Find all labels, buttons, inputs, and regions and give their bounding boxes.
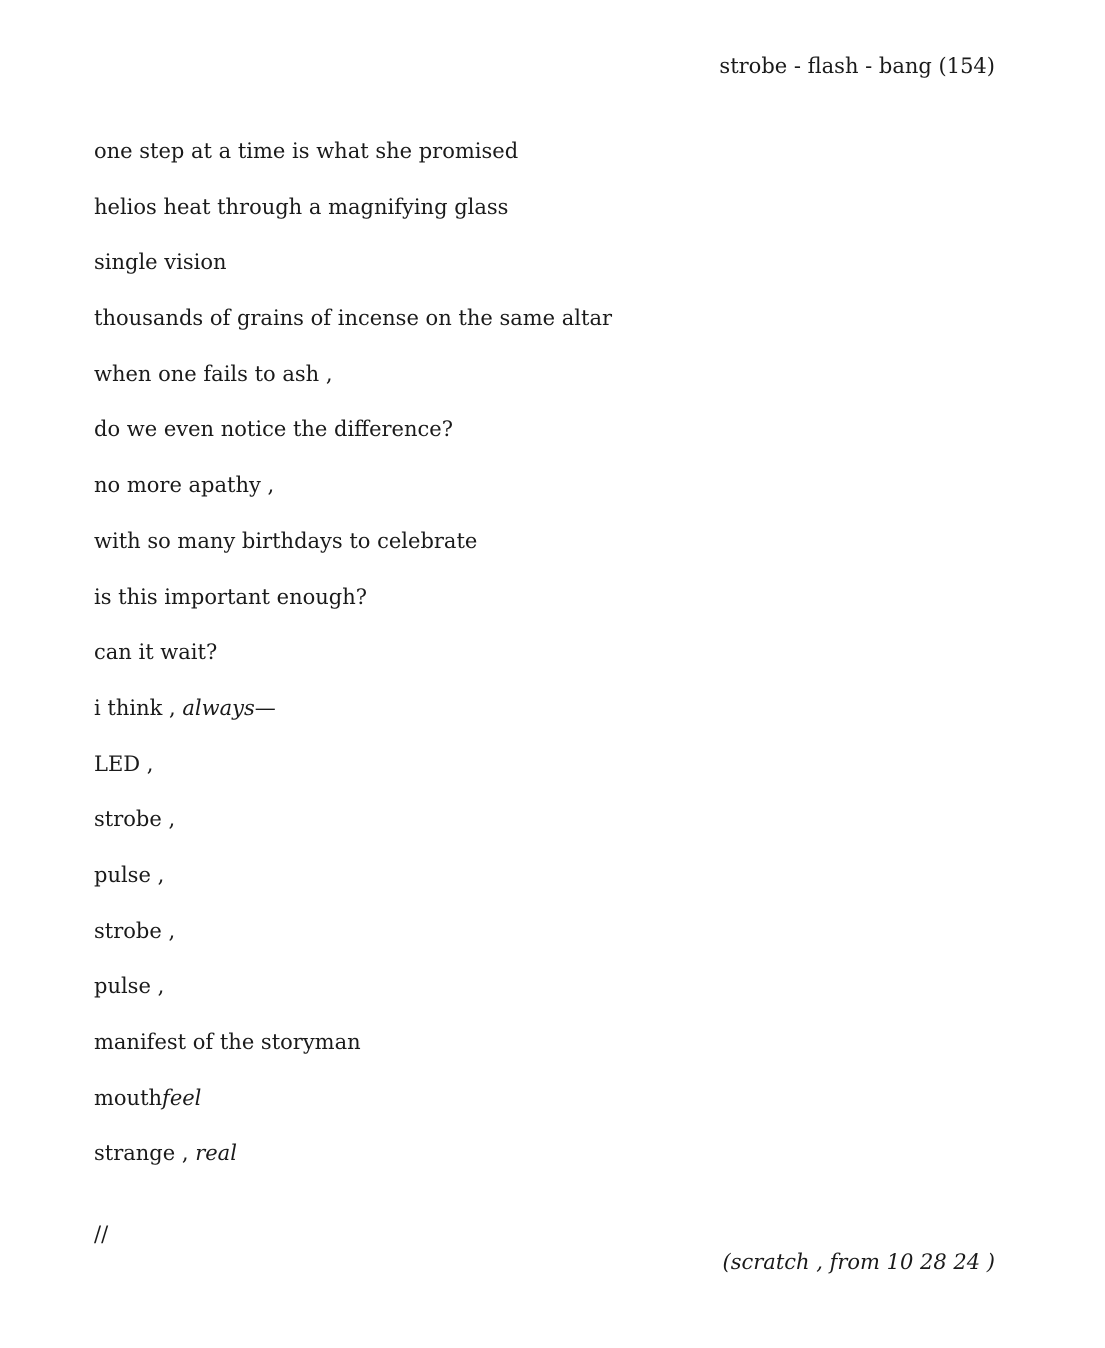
poem-line bbox=[94, 192, 612, 248]
poem-line-italic-text: feel bbox=[162, 1085, 202, 1110]
poem-line bbox=[94, 971, 612, 1027]
poem-line-text: pulse , bbox=[94, 974, 165, 999]
poem-line-text: can it wait? bbox=[94, 640, 218, 665]
section-separator: // bbox=[94, 1222, 109, 1246]
poem-line-text: i think , bbox=[94, 695, 183, 720]
poem-line bbox=[94, 860, 612, 916]
poem-line-text: strange , bbox=[94, 1141, 196, 1166]
poem-line-text: is this important enough? bbox=[94, 584, 367, 609]
poem-line-text: manifest of the storyman bbox=[94, 1030, 361, 1054]
poem-line-text: pulse , bbox=[94, 862, 165, 887]
poem-line-text: — bbox=[254, 695, 276, 720]
page-title: strobe - flash - bang (154) bbox=[719, 54, 995, 78]
poem-line bbox=[94, 470, 612, 526]
poem-line bbox=[94, 804, 612, 860]
poem-line-text: helios heat through a magnifying glass bbox=[94, 194, 509, 219]
poem-line bbox=[94, 414, 612, 470]
poem-line-italic-text: real bbox=[195, 1141, 237, 1166]
poem-line bbox=[94, 1083, 612, 1139]
poem-line bbox=[94, 1027, 612, 1083]
poem-line bbox=[94, 359, 612, 415]
poem-line bbox=[94, 693, 612, 749]
poem-line bbox=[94, 303, 612, 359]
poem-line bbox=[94, 582, 612, 638]
poem-line bbox=[94, 136, 612, 192]
poem-line-text: strobe , bbox=[94, 918, 176, 943]
footer-note: (scratch , from 10 28 24 ) bbox=[722, 1250, 995, 1274]
poem-line-text: thousands of grains of incense on the same altar bbox=[94, 306, 613, 331]
poem-line bbox=[94, 1138, 612, 1194]
poem-body bbox=[94, 136, 612, 1194]
poem-line-italic-text: always bbox=[182, 695, 255, 720]
poem-line-text: one step at a time is what she promised bbox=[94, 139, 519, 163]
poem-line-text: strobe , bbox=[94, 807, 176, 832]
poem-line bbox=[94, 247, 612, 303]
poem-line-text: mouth bbox=[94, 1085, 163, 1110]
poem-line-text: no more apathy , bbox=[94, 473, 275, 498]
poem-line-text: single vision bbox=[94, 250, 227, 275]
poem-line bbox=[94, 637, 612, 693]
poem-line bbox=[94, 526, 612, 582]
poem-line-text: do we even notice the difference? bbox=[94, 417, 453, 442]
poem-line-text: LED , bbox=[94, 751, 154, 776]
poem-line bbox=[94, 749, 612, 805]
poem-line bbox=[94, 916, 612, 972]
poem-line-text: when one fails to ash , bbox=[94, 361, 333, 386]
poem-line-text: with so many birthdays to celebrate bbox=[94, 528, 478, 553]
